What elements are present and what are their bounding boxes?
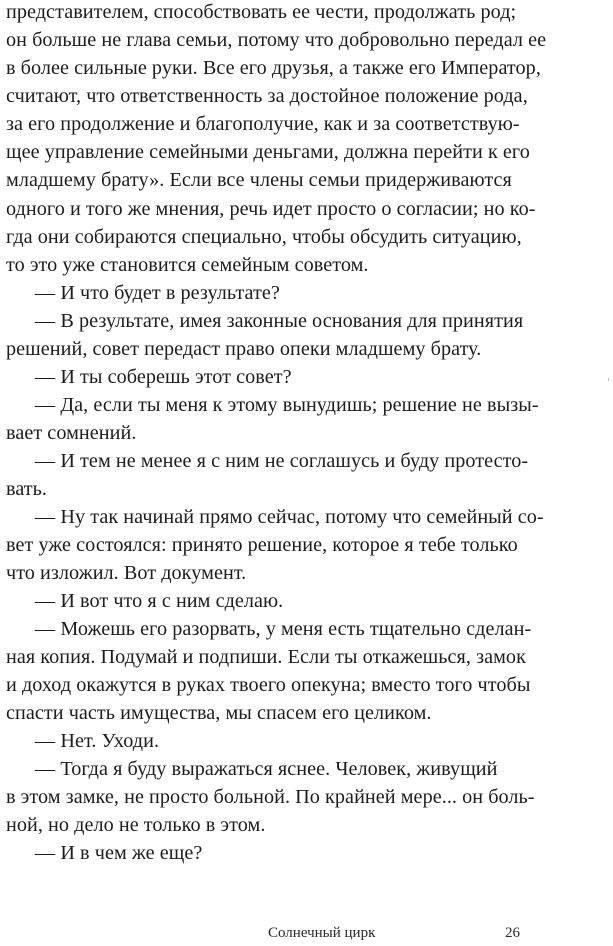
dialogue-line: — И ты соберешь этот совет? — [35, 366, 292, 388]
scan-speck — [608, 378, 609, 381]
dialogue-line: — Да, если ты меня к этому вынудишь; решение не вызы- — [35, 394, 539, 416]
dialogue-line: — Тогда я буду выражаться яснее. Человек, живущий — [35, 758, 498, 780]
text-line: считают, что ответственность за достойное положение рода, — [6, 85, 528, 107]
dialogue-line: — Нет. Уходи. — [35, 730, 160, 752]
text-line: ной, но дело не только в этом. — [6, 814, 266, 836]
running-title: Солнечный цирк — [268, 925, 376, 941]
text-line: и доход окажутся в руках твоего опекуна; вместо того чтобы — [6, 674, 531, 696]
text-line: решений, совет передаст право опеки младшему брату. — [6, 338, 482, 360]
text-line: что изложил. Вот документ. — [6, 562, 247, 584]
text-line: ная копия. Подумай и подпиши. Если ты откажешься, замок — [6, 646, 526, 668]
text-line: щее управление семейными деньгами, должна перейти к его — [6, 141, 530, 163]
text-line: спасти часть имущества, мы спасем его целиком. — [6, 702, 432, 724]
text-line: вет уже состоялся: принято решение, которое я тебе только — [6, 534, 518, 556]
text-line: вать. — [6, 478, 48, 500]
dialogue-line: — В результате, имея законные основания для принятия — [35, 310, 524, 332]
dialogue-line: — И что будет в результате? — [35, 282, 280, 304]
dialogue-line: — И в чем же еще? — [35, 842, 203, 864]
text-line: в более сильные руки. Все его друзья, а также его Император, — [6, 57, 541, 79]
dialogue-line: — Можешь его разорвать, у меня есть тщательно сделан- — [35, 618, 532, 640]
text-line: вает сомнений. — [6, 422, 137, 444]
text-line: одного и того же мнения, речь идет просто о согласии; но ко- — [6, 198, 536, 220]
text-line: гда они собираются специально, чтобы обсудить ситуацию, — [6, 226, 522, 248]
dialogue-line: — И тем не менее я с ним не соглашусь и буду протесто- — [35, 450, 529, 472]
text-line: младшему брату». Если все члены семьи придерживаются — [6, 169, 512, 191]
text-line: он больше не глава семьи, потому что добровольно передал ее — [6, 29, 547, 51]
text-line: в этом замке, не просто больной. По крайней мере... он боль- — [6, 786, 535, 808]
text-line: представителем, способствовать ее чести, продолжать род; — [6, 1, 517, 23]
text-line: то это уже становится семейным советом. — [6, 254, 369, 276]
dialogue-line: — Ну так начинай прямо сейчас, потому что семейный со- — [35, 506, 544, 528]
dialogue-line: — И вот что я с ним сделаю. — [35, 590, 284, 612]
text-line: за его продолжение и благополучие, как и за соответствую- — [6, 113, 520, 135]
page-number: 26 — [505, 925, 520, 941]
